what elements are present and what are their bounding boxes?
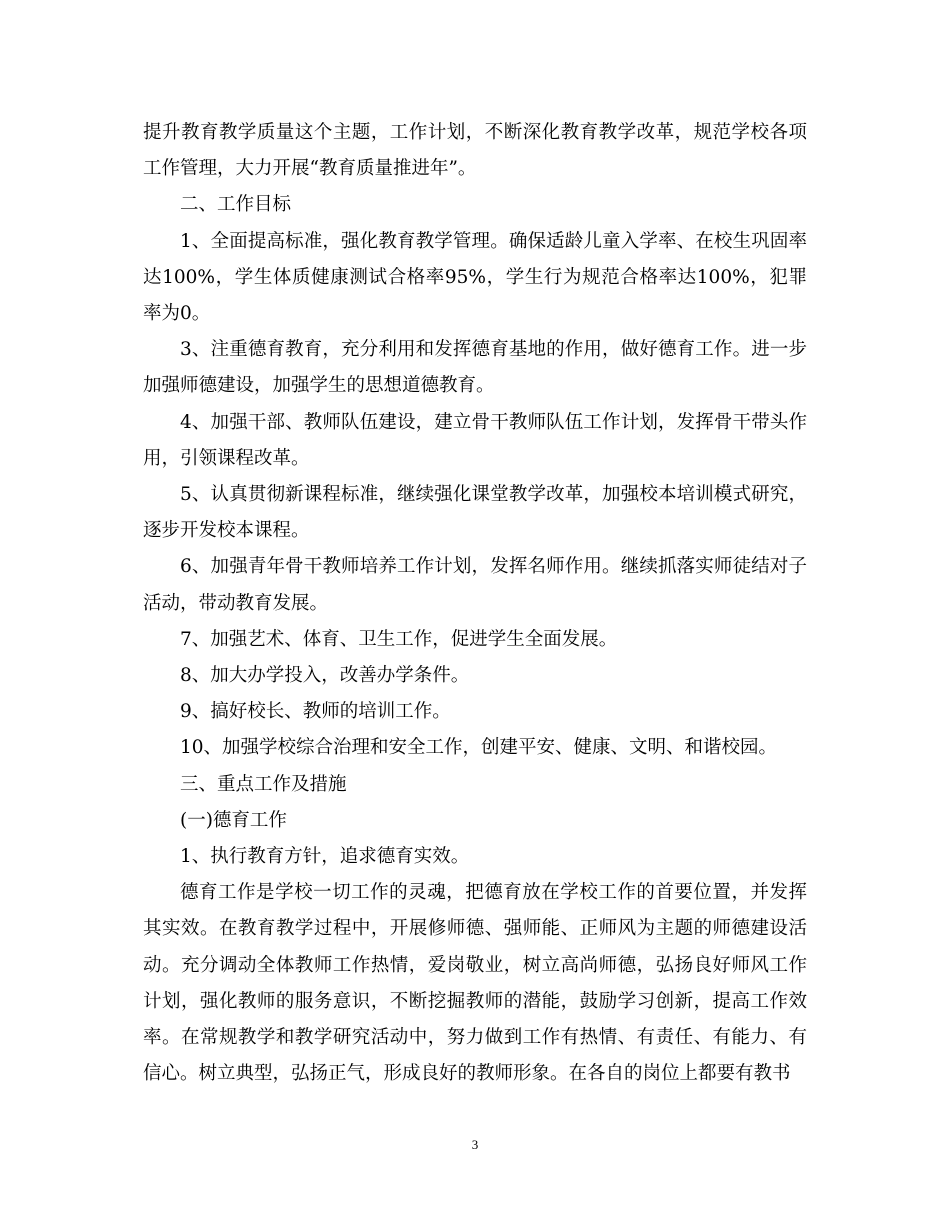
- paragraph: 德育工作是学校一切工作的灵魂，把德育放在学校工作的首要位置，并发挥其实效。在教育教学过程中，开展修师德、强师能、正师风为主题的师德建设活动。充分调动全体教师工作热情，爱岗敬业，树立高尚师德，弘扬良好师风工作计划，强化教师的服务意识，不断挖掘教师的潜能，鼓励学习创新，提高工作效率。在常规教学和教学研究活动中，努力做到工作有热情、有责任、有能力、有信心。树立典型，弘扬正气，形成良好的教师形象。在各自的岗位上都要有教书: [143, 882, 807, 1085]
- list-item: 8、加大办学投入，改善办学条件。: [180, 665, 470, 687]
- list-item: 5、认真贯彻新课程标准，继续强化课堂教学改革，加强校本培训模式研究，逐步开发校本课程。: [143, 484, 807, 542]
- document-body: [143, 115, 807, 1092]
- list-item: 1、执行教育方针，追求德育实效。: [180, 846, 470, 868]
- list-item: 3、注重德育教育，充分利用和发挥德育基地的作用，做好德育工作。进一步加强师德建设，加强学生的思想道德教育。: [143, 339, 807, 397]
- list-item: 9、搞好校长、教师的培训工作。: [180, 701, 451, 723]
- list-item: 6、加强青年骨干教师培养工作计划，发挥名师作用。继续抓落实师徒结对子活动，带动教育发展。: [143, 556, 807, 614]
- list-item: 1、全面提高标准，强化教育教学管理。确保适龄儿童入学率、在校生巩固率达100%，学生体质健康测试合格率95%，学生行为规范合格率达100%，犯罪率为0。: [143, 230, 807, 325]
- list-item: 4、加强干部、教师队伍建设，建立骨干教师队伍工作计划，发挥骨干带头作用，引领课程改革。: [143, 411, 807, 469]
- list-item: 7、加强艺术、体育、卫生工作，促进学生全面发展。: [180, 628, 618, 650]
- page-number: 3: [471, 1137, 479, 1152]
- section-heading-key-work: 三、重点工作及措施: [180, 773, 347, 795]
- subsection-heading-moral-education: (一)德育工作: [180, 809, 287, 831]
- list-item: 10、加强学校综合治理和安全工作，创建平安、健康、文明、和谐校园。: [180, 737, 778, 759]
- section-heading-goals: 二、工作目标: [180, 194, 292, 216]
- paragraph: 提升教育教学质量这个主题，工作计划，不断深化教育教学改革，规范学校各项工作管理，大力开展“教育质量推进年”。: [143, 122, 807, 180]
